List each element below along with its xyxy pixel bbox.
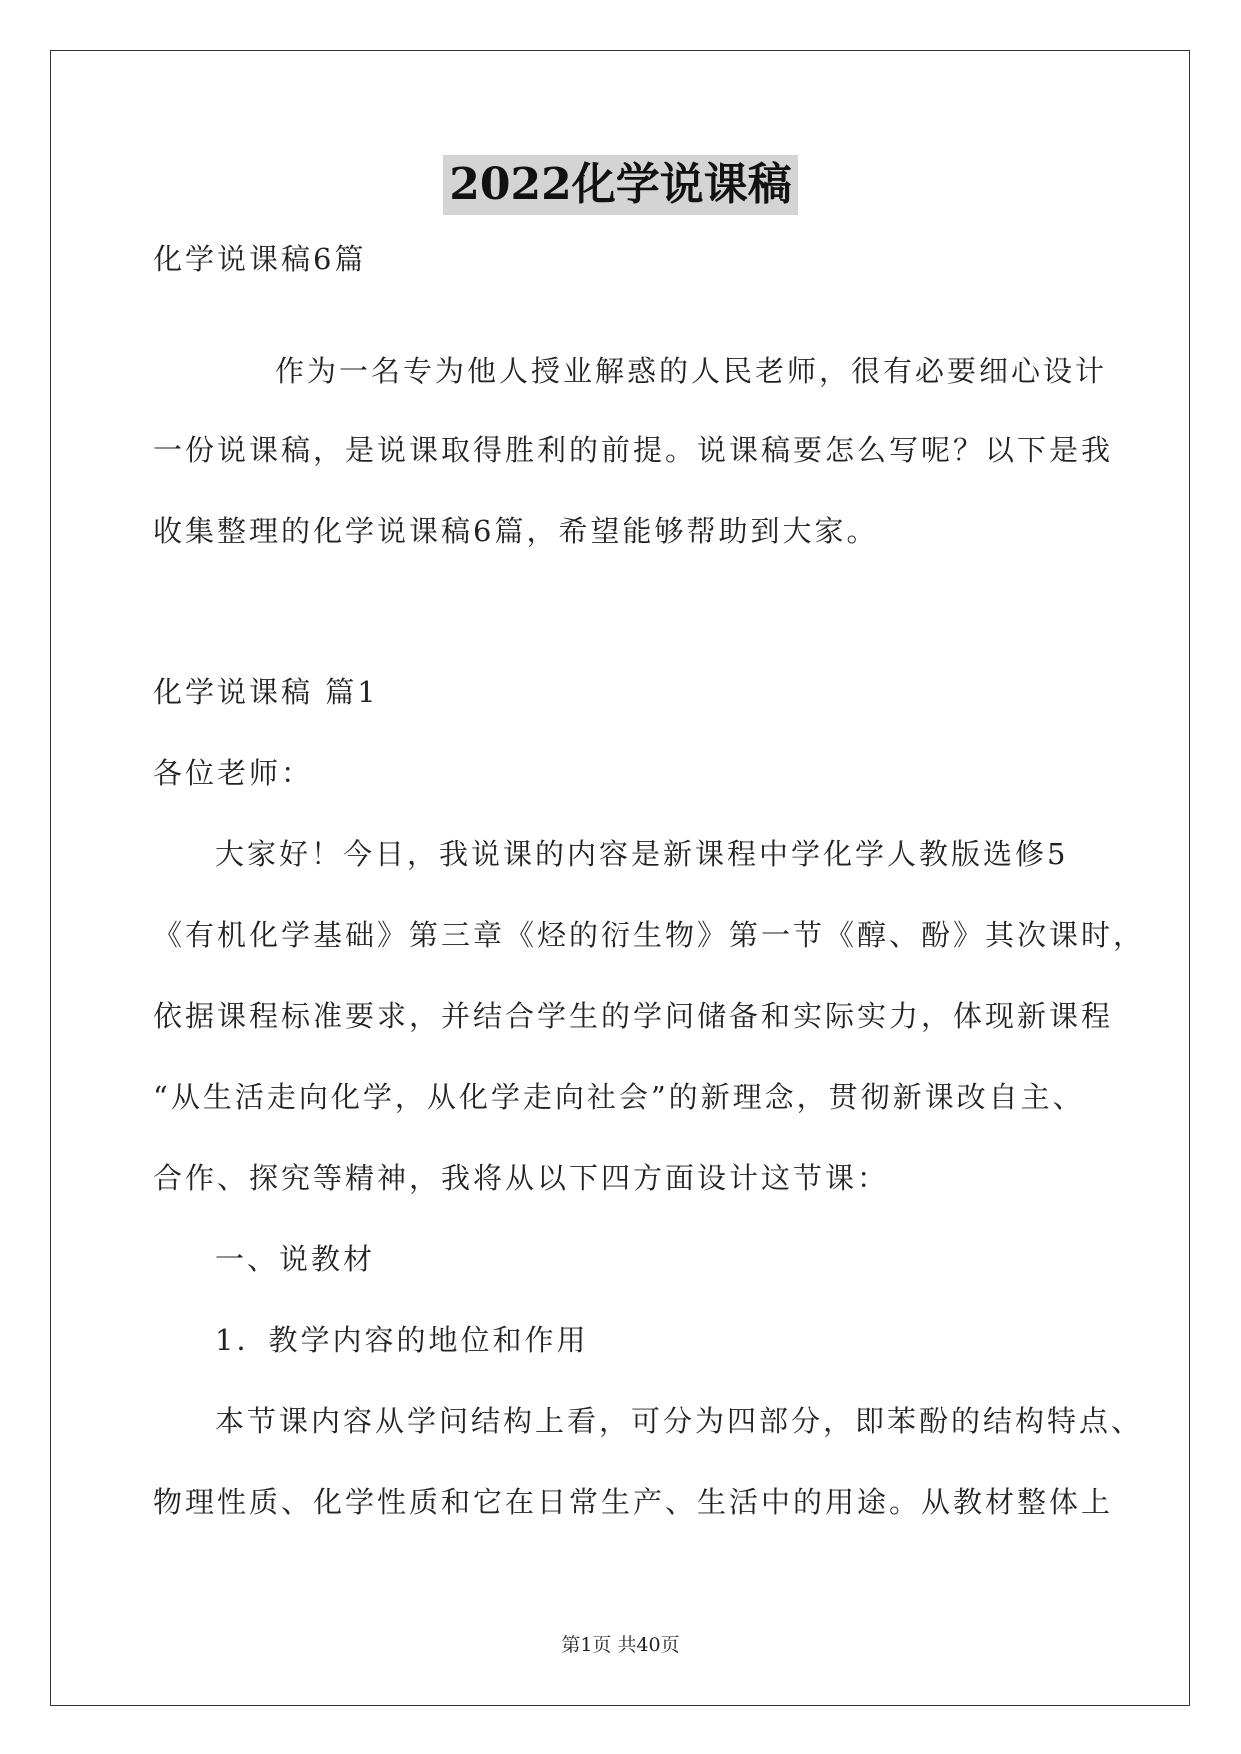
- text-line: “从生活走向化学，从化学走向社会”的新理念，贯彻新课改自主、: [153, 1080, 1085, 1114]
- text-line: 依据课程标准要求，并结合学生的学问储备和实际实力，体现新课程: [153, 999, 1114, 1033]
- text-line: 本节课内容从学问结构上看，可分为四部分，即苯酚的结构特点、: [215, 1404, 1144, 1438]
- document-title: 2022化学说课稿: [443, 155, 797, 215]
- text-line: 化学说课稿6篇: [153, 242, 367, 276]
- title-container: [0, 155, 1241, 215]
- text-line: 《有机化学基础》第三章《烃的衍生物》第一节《醇、酚》其次课时，: [153, 918, 1146, 952]
- text-line: 物理性质、化学性质和它在日常生产、生活中的用途。从教材整体上: [153, 1485, 1114, 1519]
- section-heading: 化学说课稿 篇1: [153, 675, 379, 709]
- text-line: 一份说课稿，是说课取得胜利的前提。说课稿要怎么写呢？以下是我: [153, 433, 1114, 467]
- page-footer: 第1页 共40页: [561, 1634, 680, 1656]
- page-border: [50, 50, 1190, 1706]
- text-line: 大家好！今日，我说课的内容是新课程中学化学人教版选修5: [215, 837, 1069, 871]
- text-line: 1．教学内容的地位和作用: [215, 1323, 589, 1357]
- text-line: 作为一名专为他人授业解惑的人民老师，很有必要细心设计: [275, 354, 1108, 388]
- text-line: 各位老师：: [153, 756, 314, 790]
- text-line: 合作、探究等精神，我将从以下四方面设计这节课：: [153, 1161, 890, 1195]
- text-line: 一、说教材: [215, 1242, 376, 1276]
- text-line: 收集整理的化学说课稿6篇，希望能够帮助到大家。: [153, 514, 879, 548]
